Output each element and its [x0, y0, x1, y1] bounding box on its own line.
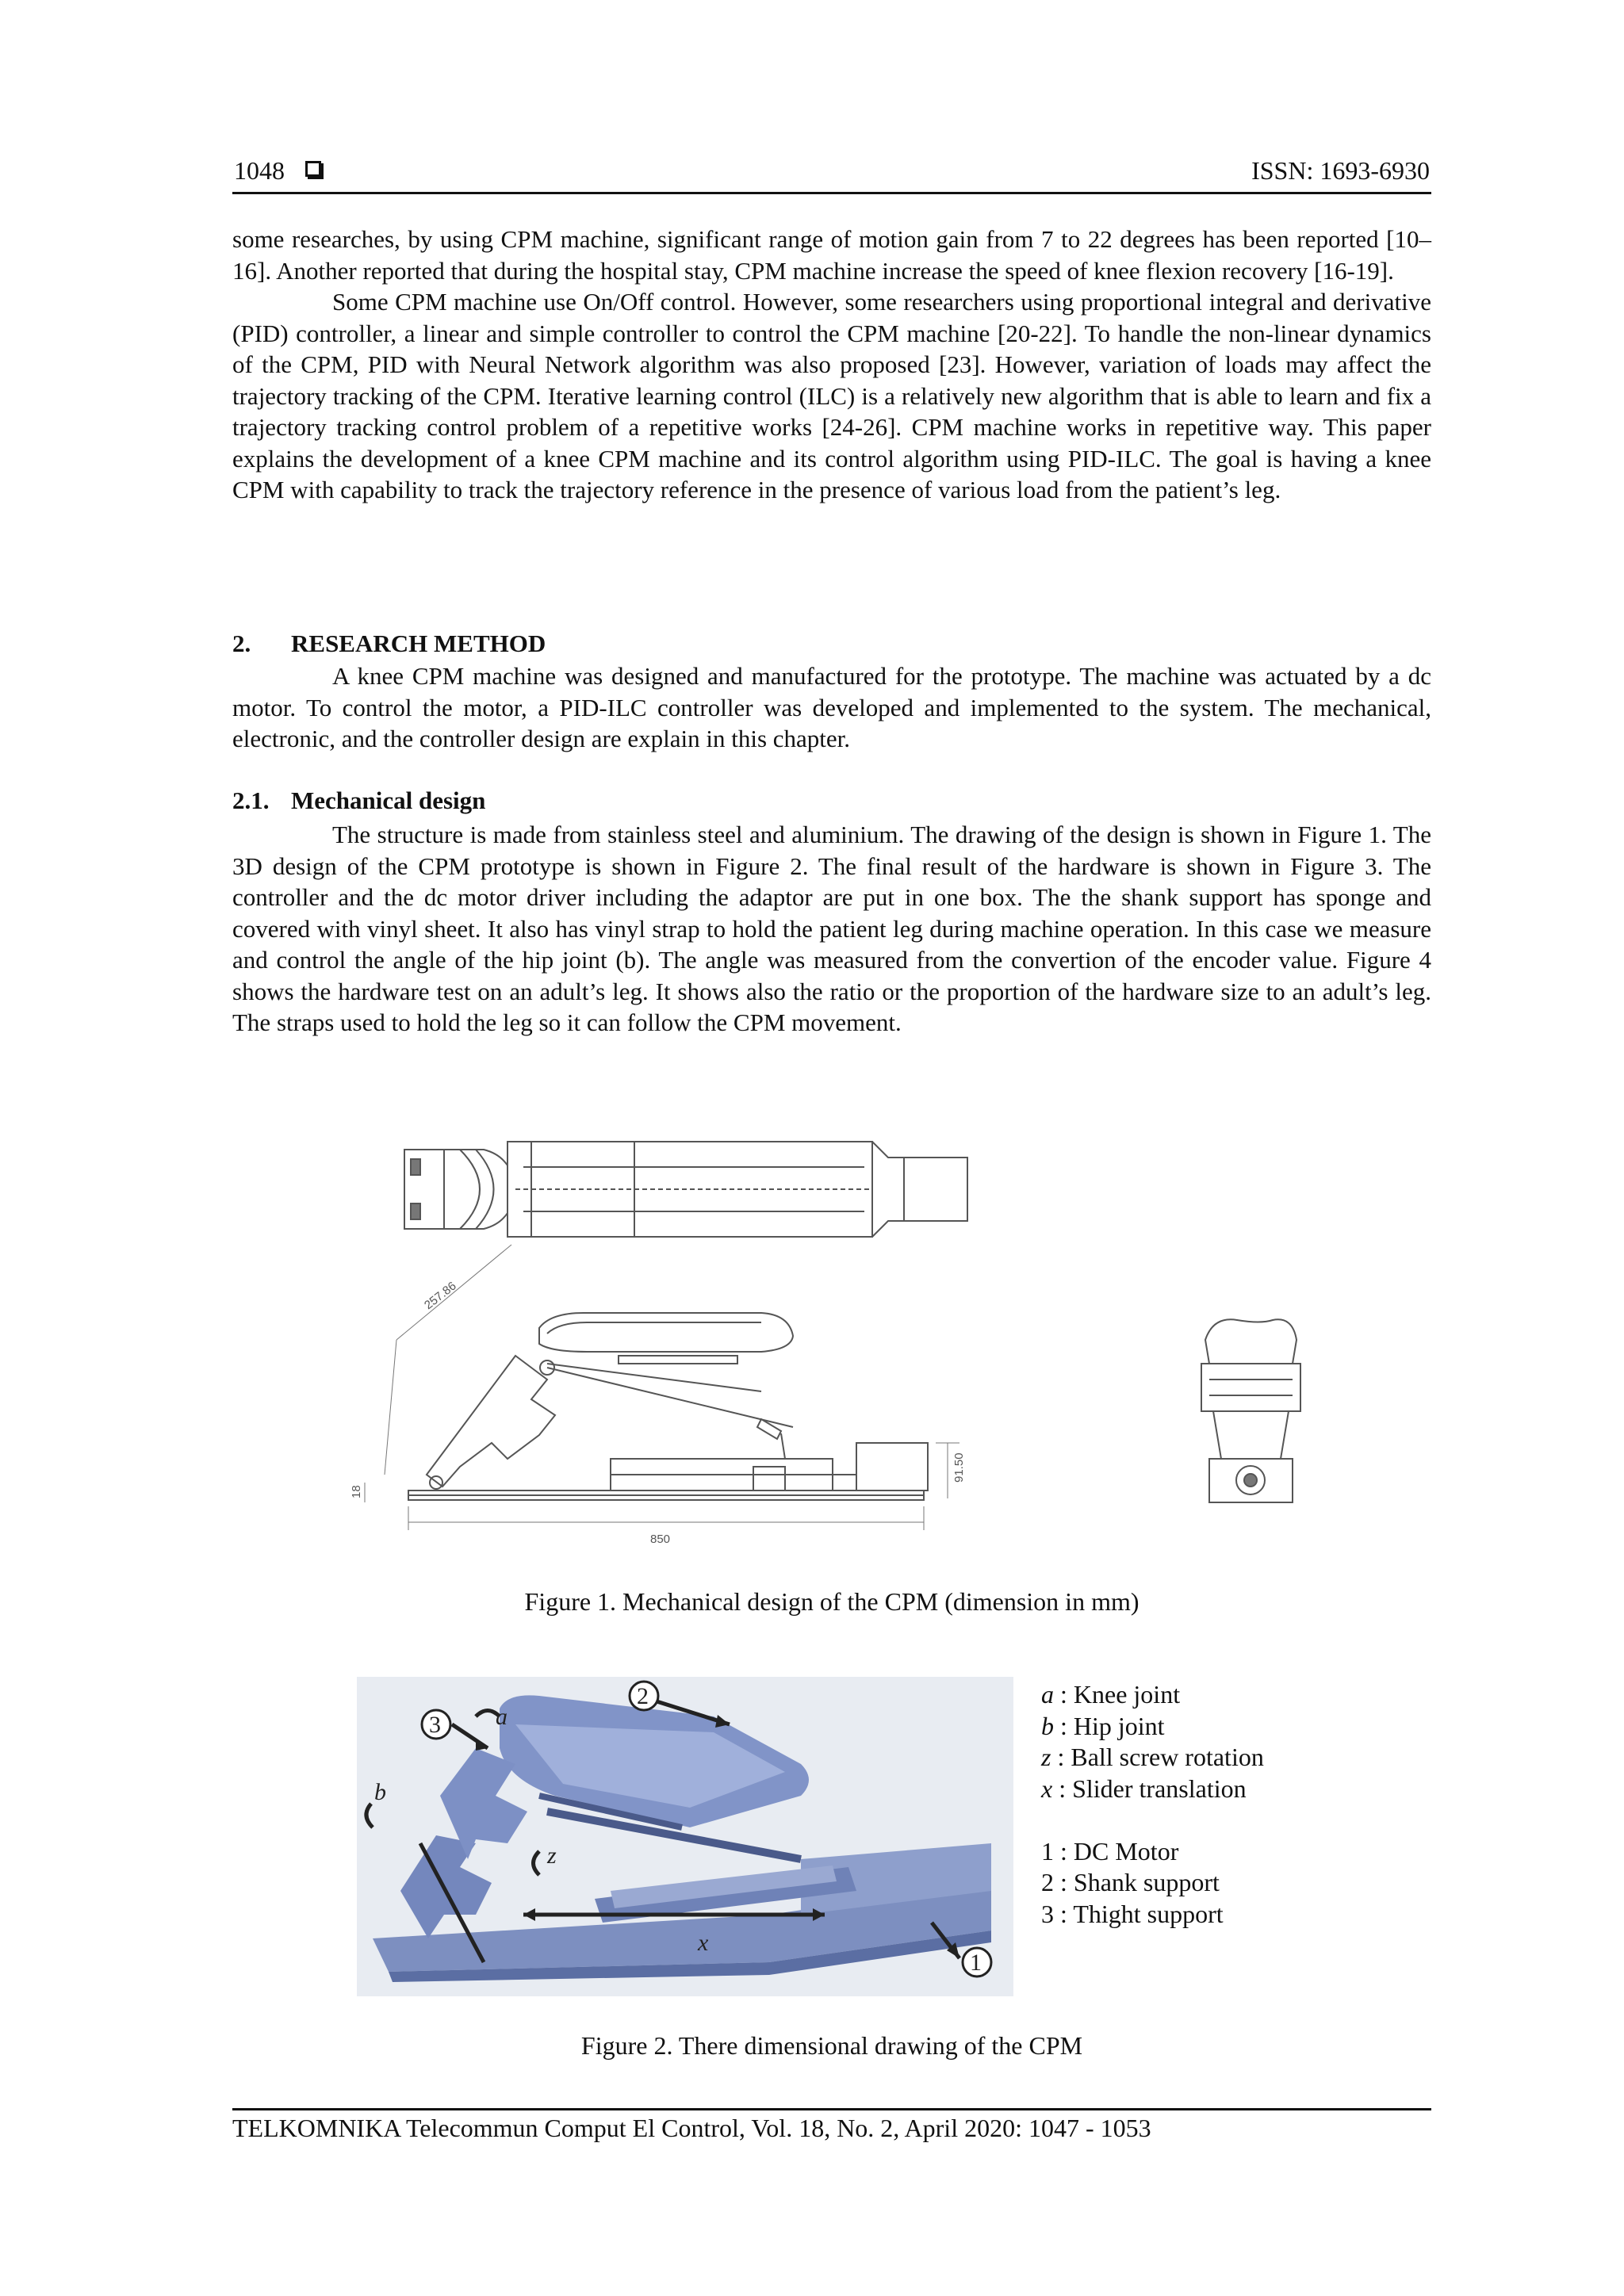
section-2-title: RESEARCH METHOD	[291, 629, 546, 657]
front-view-drawing	[1201, 1319, 1300, 1502]
page-number: 1048	[234, 156, 285, 185]
figure-1-mechanical-drawing	[349, 1126, 1316, 1554]
section-2-1-number: 2.1.	[232, 786, 270, 814]
dim-base-length: 850	[650, 1533, 671, 1546]
intro-text	[232, 224, 1431, 506]
figure-2-legend	[1041, 1679, 1264, 1930]
intro-paragraph-2: Some CPM machine use On/Off control. However, some researchers using proportional integral and derivative (PID) controller, a linear and simple controller to control the CPM machine [20-22]. To handle the non-linear dynamics of the CPM, PID with Neural Network algorithm was also proposed [23]. However, variation of loads may affect the trajectory tracking of the CPM. Iterative learning control (ILC) is a relatively new algorithm that is able to learn and fix a trajectory tracking control problem of a repetitive works [24-26]. CPM machine works in repetitive way. This paper explains the development of a knee CPM machine and its control algorithm using PID-ILC. The goal is having a knee CPM with capability to track the trajectory reference in the presence of various load from the patient’s leg.	[232, 288, 1431, 503]
figure-2-3d-drawing	[357, 1677, 1013, 1996]
footer-rule	[232, 2108, 1431, 2110]
legend-row-a: a : Knee joint	[1041, 1680, 1181, 1709]
section-2-text	[232, 660, 1431, 755]
page-header	[232, 155, 1431, 191]
legend-row-3: 3 : Thight support	[1041, 1899, 1224, 1928]
section-2-1-title: Mechanical design	[291, 786, 486, 814]
section-2-1-text	[232, 819, 1431, 1039]
figure-2-caption: Figure 2. There dimensional drawing of the CPM	[580, 2031, 1083, 2060]
fig2-label-2: 2	[637, 1683, 649, 1709]
dim-height: 91.50	[952, 1452, 966, 1483]
section-2-1-heading	[232, 785, 485, 817]
page-footer: TELKOMNIKA Telecommun Comput El Control, Vol. 18, No. 2, April 2020: 1047 - 1053	[232, 2114, 1151, 2142]
fig2-label-3: 3	[429, 1712, 441, 1738]
legend-row-b: b : Hip joint	[1041, 1711, 1165, 1740]
legend-row-z: z : Ball screw rotation	[1041, 1743, 1264, 1771]
section-2-number: 2.	[232, 629, 251, 657]
section-2-paragraph: A knee CPM machine was designed and manufactured for the prototype. The machine was actuated by a dc motor. To control the motor, a PID-ILC controller was developed and implemented to the system. The mechanical, electronic, and the controller design are explain in this chapter.	[232, 662, 1431, 752]
fig2-label-a: a	[496, 1704, 508, 1730]
dim-small: 18	[350, 1485, 363, 1498]
fig2-label-z: z	[547, 1843, 557, 1869]
intro-paragraph-1: some researches, by using CPM machine, significant range of motion gain from 7 to 22 degrees has been reported [10–16]. Another reported that during the hospital stay, CPM machine increase the speed of knee flexion recovery [16-19].	[232, 225, 1431, 285]
top-view-drawing	[404, 1142, 967, 1237]
header-box-icon	[305, 161, 321, 177]
section-2-1-paragraph: The structure is made from stainless steel and aluminium. The drawing of the design is shown in Figure 1. The 3D design of the CPM prototype is shown in Figure 2. The final result of the hardware is shown in Figure 3. The controller and the dc motor driver including the adaptor are put in one box. The the shank support has sponge and covered with vinyl sheet. It also has vinyl strap to hold the patient leg during machine operation. In this case we measure and control the angle of the hip joint (b). The angle was measured from the convertion of the encoder value. Figure 4 shows the hardware test on an adult’s leg. It shows also the ratio or the proportion of the hardware size to an adult’s leg. The straps used to hold the leg so it can follow the CPM movement.	[232, 821, 1431, 1036]
fig2-label-b: b	[374, 1779, 386, 1805]
section-2-heading	[232, 628, 546, 660]
figure-1-caption: Figure 1. Mechanical design of the CPM (dimension in mm)	[524, 1587, 1139, 1616]
fig2-label-1: 1	[970, 1950, 982, 1976]
header-rule	[232, 192, 1431, 194]
legend-row-2: 2 : Shank support	[1041, 1868, 1220, 1896]
dim-diagonal: 257.86	[421, 1279, 459, 1313]
fig2-label-x: x	[698, 1930, 709, 1956]
issn-label: ISSN: 1693-6930	[1251, 156, 1430, 185]
legend-row-1: 1 : DC Motor	[1041, 1836, 1179, 1866]
legend-row-x: x : Slider translation	[1041, 1774, 1247, 1803]
